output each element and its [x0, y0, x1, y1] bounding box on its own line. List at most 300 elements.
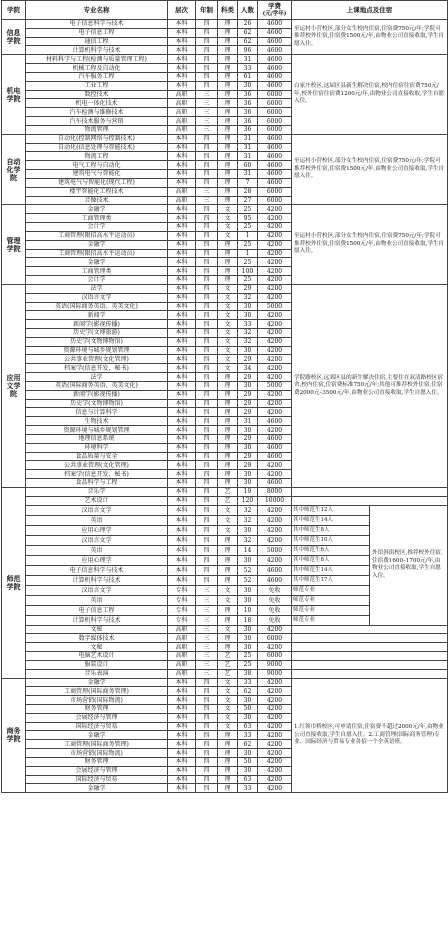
fee-value: 4200 [258, 408, 292, 417]
fee-value: 4600 [258, 443, 292, 452]
major-name: 工商管理类 [26, 267, 168, 276]
admission-table [1, 0, 448, 793]
years-value: 四 [196, 240, 218, 249]
level-value: 本科 [168, 320, 196, 329]
count-value: 25 [238, 240, 258, 249]
level-value: 本科 [168, 775, 196, 784]
level-value: 本科 [168, 214, 196, 223]
level-value: 专科 [168, 615, 196, 625]
level-value: 本科 [168, 749, 196, 758]
level-value: 本科 [168, 223, 196, 232]
fee-value: 4200 [258, 696, 292, 705]
fee-value: 8000 [258, 487, 292, 496]
count-value: 29 [238, 408, 258, 417]
category-value: 理 [218, 575, 238, 585]
level-value: 本科 [168, 28, 196, 37]
count-value: 25 [238, 205, 258, 214]
years-value: 四 [196, 479, 218, 488]
count-value: 30 [238, 470, 258, 479]
level-value: 高职 [168, 125, 196, 134]
major-name: 环境科学 [26, 443, 168, 452]
location-note: 学院路校区,远郊区县的新生解决住宿,主要住在双清路校区宿舍,校内住宿,住宿费标准750元/年;其他可推荐校外住宿,住宿费2000元–3500元/年,由物业公司直接收取,学生自愿入住。 [292, 284, 448, 487]
major-name: 新闻学(影视传播) [26, 320, 168, 329]
category-value: 理 [218, 390, 238, 399]
level-value: 高职 [168, 187, 196, 196]
level-value: 本科 [168, 452, 196, 461]
count-value: 63 [238, 775, 258, 784]
level-value: 本科 [168, 678, 196, 687]
category-value: 理 [218, 740, 238, 749]
level-value: 本科 [168, 417, 196, 426]
category-value: 文 [218, 346, 238, 355]
fee-value: 4200 [258, 766, 292, 775]
major-name: 英语 [26, 515, 168, 525]
major-name: 楼宇智能化工程技术 [26, 187, 168, 196]
fee-value: 4200 [258, 240, 292, 249]
category-value: 理 [218, 731, 238, 740]
major-name: 数字媒体技术 [26, 634, 168, 643]
table-body [2, 20, 448, 793]
years-value: 三 [196, 90, 218, 99]
years-value: 四 [196, 505, 218, 515]
count-value: 30 [238, 585, 258, 595]
count-value: 31 [238, 170, 258, 179]
count-value: 30 [238, 346, 258, 355]
category-value: 文 [218, 515, 238, 525]
major-name: 工商管理(限招高水平运动员) [26, 249, 168, 258]
fee-value: 4200 [258, 505, 292, 515]
table-row [2, 643, 448, 652]
count-value: 32 [238, 293, 258, 302]
count-value: 120 [238, 496, 258, 505]
category-value: 文 [218, 722, 238, 731]
years-value: 四 [196, 545, 218, 555]
level-value: 本科 [168, 470, 196, 479]
header-fee-label: 学费 [268, 1, 281, 10]
count-value: 30 [238, 634, 258, 643]
fee-value: 免收 [258, 605, 292, 615]
fee-value: 4600 [258, 81, 292, 90]
years-value: 四 [196, 311, 218, 320]
years-value: 四 [196, 399, 218, 408]
location-note: 至运村小营校区,部分女生校内住宿,住宿费750元/年;学院可推荐校外住宿,住宿费1500元/年,由物业公司直接收取,学生自愿入住。 [292, 20, 448, 55]
college-name: 管理学院 [2, 205, 26, 284]
level-value: 本科 [168, 687, 196, 696]
level-value: 高职 [168, 634, 196, 643]
years-value: 四 [196, 434, 218, 443]
fee-value: 4600 [258, 178, 292, 187]
category-value: 艺 [218, 660, 238, 669]
count-value: 52 [238, 565, 258, 575]
header-fee [258, 1, 292, 20]
major-name: 档案学(信息开发、秘书) [26, 364, 168, 373]
category-value: 理 [218, 555, 238, 565]
fee-value: 4200 [258, 223, 292, 232]
level-value: 本科 [168, 55, 196, 64]
fee-value: 4200 [258, 525, 292, 535]
fee-value: 6000 [258, 108, 292, 117]
level-value: 本科 [168, 535, 196, 545]
major-name: 应用心理学 [26, 525, 168, 535]
major-name: 国际经济与贸易 [26, 722, 168, 731]
count-value: 30 [238, 555, 258, 565]
fee-value: 4200 [258, 355, 292, 364]
major-name: 工商管理(国际商务管理) [26, 740, 168, 749]
normal-student-note: 师范专业 [292, 585, 370, 595]
category-value: 文 [218, 284, 238, 293]
category-value: 理 [218, 381, 238, 390]
normal-student-note: 其中师范生8人 [292, 525, 370, 535]
category-value: 理 [218, 470, 238, 479]
table-header-row [2, 1, 448, 20]
major-name: 食品科学与工程 [26, 479, 168, 488]
level-value: 本科 [168, 143, 196, 152]
fee-value: 4200 [258, 426, 292, 435]
category-value: 理 [218, 81, 238, 90]
count-value: 25 [238, 652, 258, 661]
level-value: 本科 [168, 152, 196, 161]
years-value: 四 [196, 555, 218, 565]
fee-value: 免收 [258, 595, 292, 605]
fee-value: 4200 [258, 678, 292, 687]
level-value: 高职 [168, 196, 196, 205]
major-name: 艺术设计 [26, 496, 168, 505]
level-value: 高职 [168, 660, 196, 669]
location-note: 1.红领巾桥校区,可申请住宿,住宿费不超过2000元/年,由物业公司直接收取,学生自愿入住。2.工商管理(国际商务管理)专业、国际经济与贸易专业各招一个全英语班。 [292, 678, 448, 793]
count-value: 27 [238, 196, 258, 205]
level-value: 本科 [168, 267, 196, 276]
header-location: 上课地点及住宿 [292, 1, 448, 20]
level-value: 本科 [168, 525, 196, 535]
years-value: 四 [196, 722, 218, 731]
category-value: 艺 [218, 669, 238, 678]
years-value: 四 [196, 766, 218, 775]
level-value: 高职 [168, 625, 196, 634]
level-value: 本科 [168, 240, 196, 249]
level-value: 本科 [168, 515, 196, 525]
category-value: 理 [218, 117, 238, 126]
major-name: 自动化(信息处理与智能技术) [26, 143, 168, 152]
major-name: 法学 [26, 373, 168, 382]
count-value: 95 [238, 214, 258, 223]
years-value: 四 [196, 276, 218, 285]
years-value: 四 [196, 470, 218, 479]
table-row [2, 134, 448, 143]
count-value: 34 [238, 364, 258, 373]
years-value: 四 [196, 784, 218, 793]
category-value: 理 [218, 417, 238, 426]
fee-value: 4600 [258, 55, 292, 64]
count-value: 62 [238, 37, 258, 46]
category-value: 文 [218, 525, 238, 535]
major-name: 会展经济与管理 [26, 713, 168, 722]
count-value: 30 [238, 713, 258, 722]
location-note: 至运村小营校区,部分女生校内住宿,住宿费750元/年;学院可推荐校外住宿,住宿费1500元/年,由物业公司直接收取,学生自愿入住。 [292, 205, 448, 284]
category-value: 文 [218, 205, 238, 214]
category-value: 理 [218, 784, 238, 793]
major-name: 物流工程 [26, 152, 168, 161]
table-row [2, 55, 448, 64]
years-value: 四 [196, 443, 218, 452]
years-value: 四 [196, 713, 218, 722]
years-value: 四 [196, 55, 218, 64]
header-fee-unit: (元/学年) [262, 10, 287, 17]
category-value: 理 [218, 545, 238, 555]
major-name: 工商管理(国际商务管理) [26, 687, 168, 696]
count-value: 30 [238, 643, 258, 652]
fee-value: 4600 [258, 64, 292, 73]
fee-value: 4600 [258, 28, 292, 37]
category-value: 文 [218, 302, 238, 311]
years-value: 四 [196, 284, 218, 293]
major-name: 汽车技术服务与营销 [26, 117, 168, 126]
fee-value: 4200 [258, 276, 292, 285]
count-value: 30 [238, 302, 258, 311]
fee-value: 4200 [258, 515, 292, 525]
major-name: 会计学 [26, 276, 168, 285]
level-value: 本科 [168, 575, 196, 585]
years-value: 四 [196, 28, 218, 37]
major-name: 汽车检测与维修技术 [26, 108, 168, 117]
category-value: 理 [218, 55, 238, 64]
years-value: 三 [196, 187, 218, 196]
count-value: 31 [238, 417, 258, 426]
years-value: 四 [196, 687, 218, 696]
level-value: 高职 [168, 652, 196, 661]
table-row [2, 20, 448, 29]
years-value: 四 [196, 320, 218, 329]
years-value: 四 [196, 178, 218, 187]
category-value: 理 [218, 249, 238, 258]
fee-value: 4600 [258, 152, 292, 161]
fee-value: 4200 [258, 749, 292, 758]
level-value: 本科 [168, 381, 196, 390]
level-value: 本科 [168, 284, 196, 293]
years-value: 四 [196, 775, 218, 784]
college-name: 师范学院 [2, 487, 26, 678]
major-name: 工业工程 [26, 81, 168, 90]
fee-value: 4200 [258, 643, 292, 652]
fee-value: 4200 [258, 705, 292, 714]
level-value: 专科 [168, 605, 196, 615]
location-note: 外馆斜街校区,推荐校外住宿,住宿费1600–1700元/年,由物业公司直接收取,学生自愿入住。 [370, 505, 448, 625]
fee-value: 4200 [258, 775, 292, 784]
fee-value: 4200 [258, 470, 292, 479]
count-value: 30 [238, 81, 258, 90]
count-value: 30 [238, 625, 258, 634]
category-value: 理 [218, 749, 238, 758]
count-value: 14 [238, 545, 258, 555]
count-value: 62 [238, 28, 258, 37]
level-value: 本科 [168, 205, 196, 214]
major-name: 食品质量与安全 [26, 452, 168, 461]
years-value: 四 [196, 678, 218, 687]
years-value: 四 [196, 461, 218, 470]
category-value: 理 [218, 766, 238, 775]
major-name: 信息与计算科学 [26, 408, 168, 417]
fee-value: 4200 [258, 757, 292, 766]
category-value: 理 [218, 643, 238, 652]
fee-value: 9000 [258, 669, 292, 678]
college-name: 应用文学院 [2, 284, 26, 487]
major-name: 电子信息科学与技术 [26, 565, 168, 575]
category-value: 理 [218, 28, 238, 37]
fee-value: 6000 [258, 90, 292, 99]
category-value: 文 [218, 696, 238, 705]
years-value: 四 [196, 81, 218, 90]
years-value: 四 [196, 72, 218, 81]
count-value: 26 [238, 20, 258, 29]
count-value: 29 [238, 452, 258, 461]
level-value: 专科 [168, 595, 196, 605]
table-row [2, 496, 448, 505]
count-value: 25 [238, 276, 258, 285]
level-value: 本科 [168, 337, 196, 346]
major-name: 新闻学 [26, 311, 168, 320]
fee-value: 4200 [258, 713, 292, 722]
years-value: 三 [196, 99, 218, 108]
category-value: 艺 [218, 652, 238, 661]
category-value: 文 [218, 214, 238, 223]
years-value: 四 [196, 515, 218, 525]
level-value: 高职 [168, 669, 196, 678]
fee-value: 4600 [258, 170, 292, 179]
category-value: 理 [218, 108, 238, 117]
level-value: 本科 [168, 722, 196, 731]
years-value: 三 [196, 634, 218, 643]
major-name: 电脑艺术设计 [26, 652, 168, 661]
count-value: 36 [238, 99, 258, 108]
level-value: 本科 [168, 161, 196, 170]
years-value: 三 [196, 643, 218, 652]
count-value: 31 [238, 134, 258, 143]
fee-value: 4200 [258, 399, 292, 408]
major-name: 英语(国际商务英语、英美文化) [26, 302, 168, 311]
count-value: 100 [238, 267, 258, 276]
level-value: 本科 [168, 46, 196, 55]
category-value: 文 [218, 505, 238, 515]
count-value: 29 [238, 399, 258, 408]
years-value: 四 [196, 134, 218, 143]
normal-student-note: 其中师范生10人 [292, 535, 370, 545]
major-name: 市场营销(国际物流) [26, 749, 168, 758]
years-value: 四 [196, 487, 218, 496]
years-value: 四 [196, 696, 218, 705]
major-name: 计算机科学与技术 [26, 575, 168, 585]
level-value: 本科 [168, 328, 196, 337]
count-value: 33 [238, 731, 258, 740]
major-name: 文秘 [26, 643, 168, 652]
years-value: 四 [196, 328, 218, 337]
fee-value: 免收 [258, 585, 292, 595]
location-empty [292, 660, 448, 669]
fee-value: 5000 [258, 545, 292, 555]
category-value: 文 [218, 223, 238, 232]
count-value: 32 [238, 337, 258, 346]
fee-value: 4200 [258, 258, 292, 267]
fee-value: 6000 [258, 99, 292, 108]
level-value: 高职 [168, 643, 196, 652]
category-value: 理 [218, 187, 238, 196]
category-value: 理 [218, 775, 238, 784]
major-name: 地理信息系统 [26, 434, 168, 443]
normal-student-note: 其中师范生14人 [292, 565, 370, 575]
table-row [2, 487, 448, 496]
fee-value: 4200 [258, 373, 292, 382]
major-name: 历史学(文物博物馆) [26, 399, 168, 408]
category-value: 文 [218, 364, 238, 373]
major-name: 档案学(信息开发、秘书) [26, 470, 168, 479]
major-name: 金融学 [26, 258, 168, 267]
count-value: 36 [238, 117, 258, 126]
fee-value: 4200 [258, 328, 292, 337]
major-name: 财务管理 [26, 705, 168, 714]
major-name: 通信工程 [26, 37, 168, 46]
years-value: 四 [196, 64, 218, 73]
level-value: 本科 [168, 443, 196, 452]
category-value: 理 [218, 452, 238, 461]
fee-value: 4200 [258, 625, 292, 634]
fee-value: 4200 [258, 214, 292, 223]
years-value: 四 [196, 214, 218, 223]
count-value: 32 [238, 515, 258, 525]
level-value: 本科 [168, 64, 196, 73]
years-value: 四 [196, 364, 218, 373]
count-value: 31 [238, 55, 258, 64]
fee-value: 4200 [258, 740, 292, 749]
level-value: 本科 [168, 399, 196, 408]
category-value: 理 [218, 46, 238, 55]
level-value: 高职 [168, 117, 196, 126]
count-value: 33 [238, 64, 258, 73]
count-value: 32 [238, 505, 258, 515]
major-name: 电气工程与自动化 [26, 161, 168, 170]
count-value: 28 [238, 187, 258, 196]
years-value: 四 [196, 408, 218, 417]
college-name: 自动化学院 [2, 134, 26, 205]
major-name: 汽车服务工程 [26, 72, 168, 81]
major-name: 计算机科学与技术 [26, 46, 168, 55]
normal-student-note: 其中师范生17人 [292, 575, 370, 585]
normal-student-note: 其中师范生6人 [292, 545, 370, 555]
major-name: 材料科学与工程(检测与质量管理工程) [26, 55, 168, 64]
level-value: 本科 [168, 276, 196, 285]
years-value: 四 [196, 565, 218, 575]
level-value: 专科 [168, 585, 196, 595]
years-value: 四 [196, 426, 218, 435]
fee-value: 10000 [258, 496, 292, 505]
years-value: 三 [196, 585, 218, 595]
major-name: 机械工程及自动化 [26, 64, 168, 73]
category-value: 理 [218, 565, 238, 575]
count-value: 30 [238, 479, 258, 488]
level-value: 本科 [168, 487, 196, 496]
years-value: 四 [196, 575, 218, 585]
years-value: 四 [196, 161, 218, 170]
years-value: 四 [196, 302, 218, 311]
fee-value: 4600 [258, 417, 292, 426]
location-note: 白家庄校区,这届区县新生解决住宿,校内住宿住宿费750元/年,校外住宿住宿费1200元/年,由物业公司直接收取,学生自愿入住。 [292, 55, 448, 134]
level-value: 本科 [168, 696, 196, 705]
category-value: 理 [218, 196, 238, 205]
count-value: 1 [238, 231, 258, 240]
count-value: 38 [238, 669, 258, 678]
fee-value: 4600 [258, 37, 292, 46]
count-value: 30 [238, 749, 258, 758]
count-value: 36 [238, 108, 258, 117]
fee-value: 6000 [258, 652, 292, 661]
category-value: 理 [218, 408, 238, 417]
